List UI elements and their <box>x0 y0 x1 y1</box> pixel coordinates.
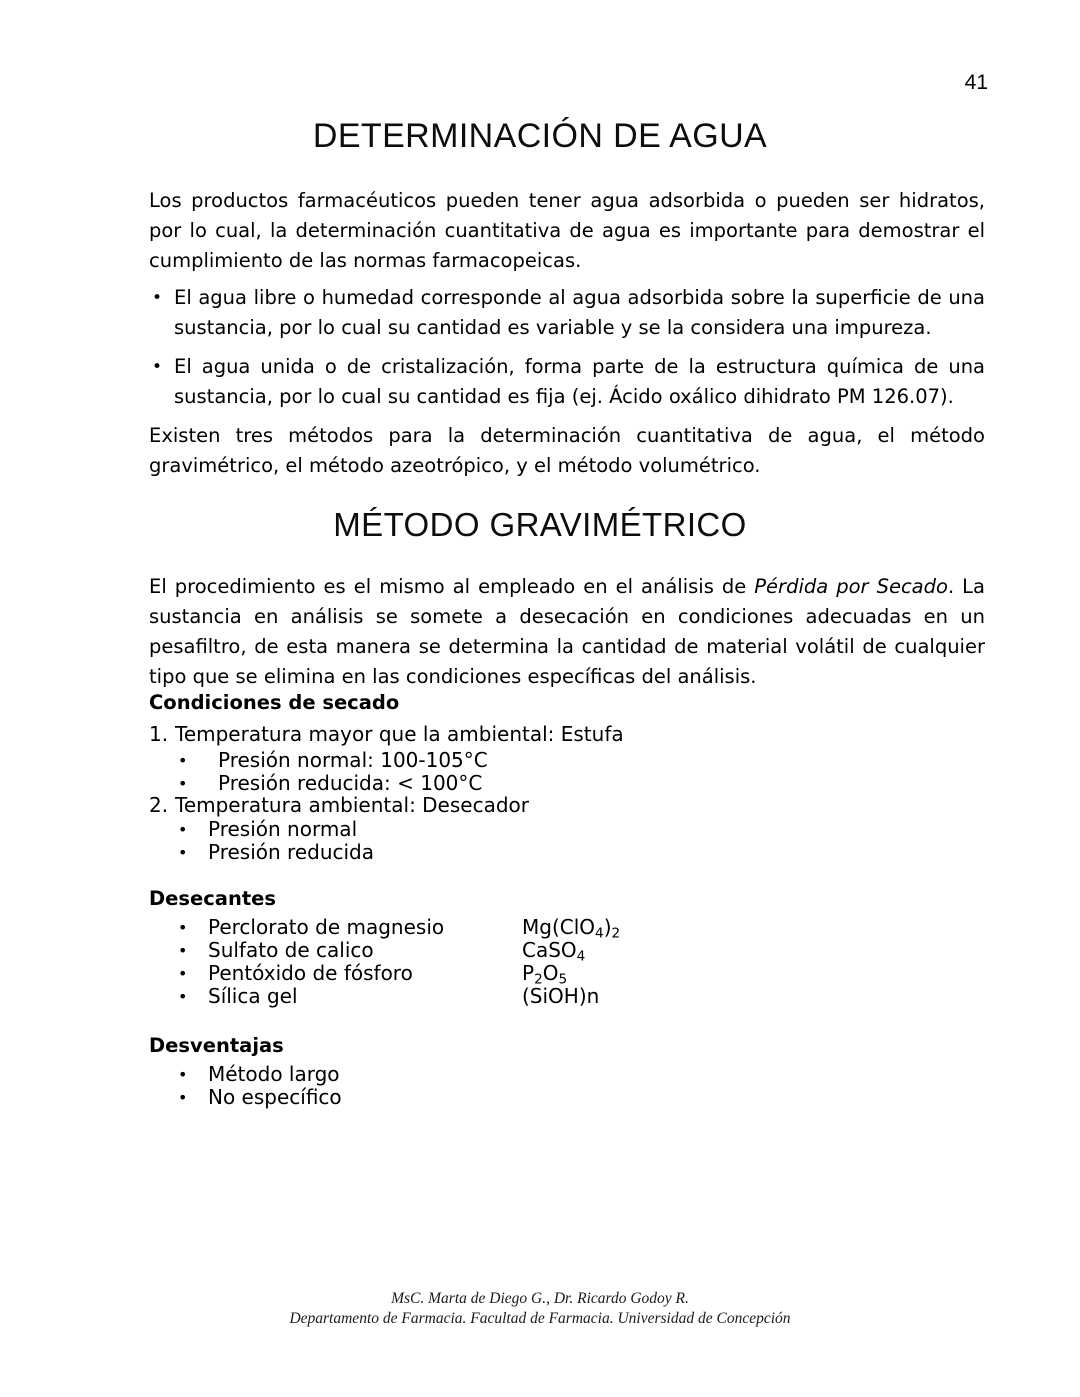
desiccant-row: • Sulfato de calico CaSO$_4$ <box>178 937 738 964</box>
numbered-item-1 <box>149 721 624 747</box>
footer-affiliation: Departamento de Farmacia. Facultad de Farmacia. Universidad de Concepción <box>289 1310 791 1327</box>
bullet-icon: • <box>178 820 188 839</box>
desiccant-formula: CaSO$_4$ <box>522 938 586 965</box>
bullet-icon: • <box>152 357 163 377</box>
list-item <box>149 283 985 343</box>
water-type-item-2 <box>149 352 985 412</box>
desiccant-name: Sílica gel <box>208 984 298 1008</box>
page-title: DETERMINACIÓN DE AGUA <box>312 117 768 155</box>
disadvantage-item-2-label: No específico <box>208 1085 342 1109</box>
gravimetric-paragraph <box>149 572 985 692</box>
bullet-icon: • <box>178 1065 188 1084</box>
numbered-item-2-number: 2. <box>149 793 169 817</box>
gravimetric-emphasis: Pérdida por Secado <box>754 575 948 598</box>
methods-intro-block <box>149 421 985 481</box>
sub-item-2-1-label: Presión normal <box>208 817 358 841</box>
footer-authors: MsC. Marta de Diego G., Dr. Ricardo Godoy R. <box>391 1290 689 1307</box>
sub-item-1-1-label: Presión normal: 100-105°C <box>218 748 488 772</box>
desiccant-formula: (SiOH)n <box>522 984 600 1008</box>
heading-desecantes: Desecantes <box>149 887 276 910</box>
bullet-icon: • <box>178 774 188 793</box>
gravimetric-paragraph-block <box>149 572 985 692</box>
methods-intro-paragraph: Existen tres métodos para la determinación cuantitativa de agua, el método gravimétrico, el método azeotrópico, y el método volumétrico. <box>149 424 985 477</box>
page-number: 41 <box>964 71 988 94</box>
sub-item-1-2-label: Presión reducida: < 100°C <box>218 771 483 795</box>
intro-paragraph: Los productos farmacéuticos pueden tener agua adsorbida o pueden ser hidratos, por lo cual, la determinación cuantitativa de agua es importante para demostrar el cumplimiento de las normas farmacopeicas. <box>149 189 985 272</box>
bullet-icon: • <box>152 288 163 308</box>
desiccant-formula: $Mg(ClO_4)_2$ <box>522 915 621 942</box>
desiccant-row: • Sílica gel (SiOH)n <box>178 984 600 1008</box>
disadvantage-item-2 <box>178 1084 342 1111</box>
heading-condiciones-de-secado: Condiciones de secado <box>149 691 400 714</box>
gravimetric-text-part1: El procedimiento es el mismo al empleado en el análisis de <box>149 575 755 598</box>
numbered-item-2 <box>149 792 529 818</box>
desiccant-row: • Perclorato de magnesio $Mg(ClO_4)_2$ <box>178 914 738 941</box>
list-item-label: El agua unida o de cristalización, forma parte de la estructura química de una sustancia, por lo cual su cantidad es fija (ej. Ácido oxálico dihidrato PM 126.07). <box>174 355 985 408</box>
list-item-label: El agua libre o humedad corresponde al agua adsorbida sobre la superficie de una sustancia, por lo cual su cantidad es variable y se la considera una impureza. <box>174 286 985 339</box>
bullet-icon: • <box>178 1088 188 1107</box>
disadvantage-item-1-label: Método largo <box>208 1062 340 1086</box>
list-item <box>149 352 985 412</box>
gravimetric-text-part2: . La sustancia en análisis se somete a desecación en condiciones adecuadas en un pesafiltro, de esta manera se determina la cantidad de material volátil de cualquier tipo que se elimina en las condiciones específicas del análisis. <box>149 575 985 688</box>
intro-paragraph-block <box>149 186 985 276</box>
sub-item-2-2-label: Presión reducida <box>208 840 375 864</box>
desiccant-formula: $P_2O_5$ <box>522 961 568 988</box>
heading-desventajas: Desventajas <box>149 1034 284 1057</box>
desiccant-name: Perclorato de magnesio <box>208 915 445 939</box>
desiccant-name: Sulfato de calico <box>208 938 374 962</box>
bullet-icon: • <box>178 843 188 862</box>
desiccant-name: Pentóxido de fósforo <box>208 961 413 985</box>
bullet-icon: • <box>178 751 188 770</box>
numbered-item-1-number: 1. <box>149 722 169 746</box>
section-title-gravimetric: MÉTODO GRAVIMÉTRICO <box>333 506 747 543</box>
water-type-item-1 <box>149 283 985 343</box>
numbered-item-2-label: Temperatura ambiental: Desecador <box>175 793 529 817</box>
numbered-item-1-label: Temperatura mayor que la ambiental: Estufa <box>175 722 624 746</box>
sub-item-2-2 <box>178 839 374 866</box>
desiccant-row: • Pentóxido de fósforo $P_2O_5$ <box>178 960 738 987</box>
